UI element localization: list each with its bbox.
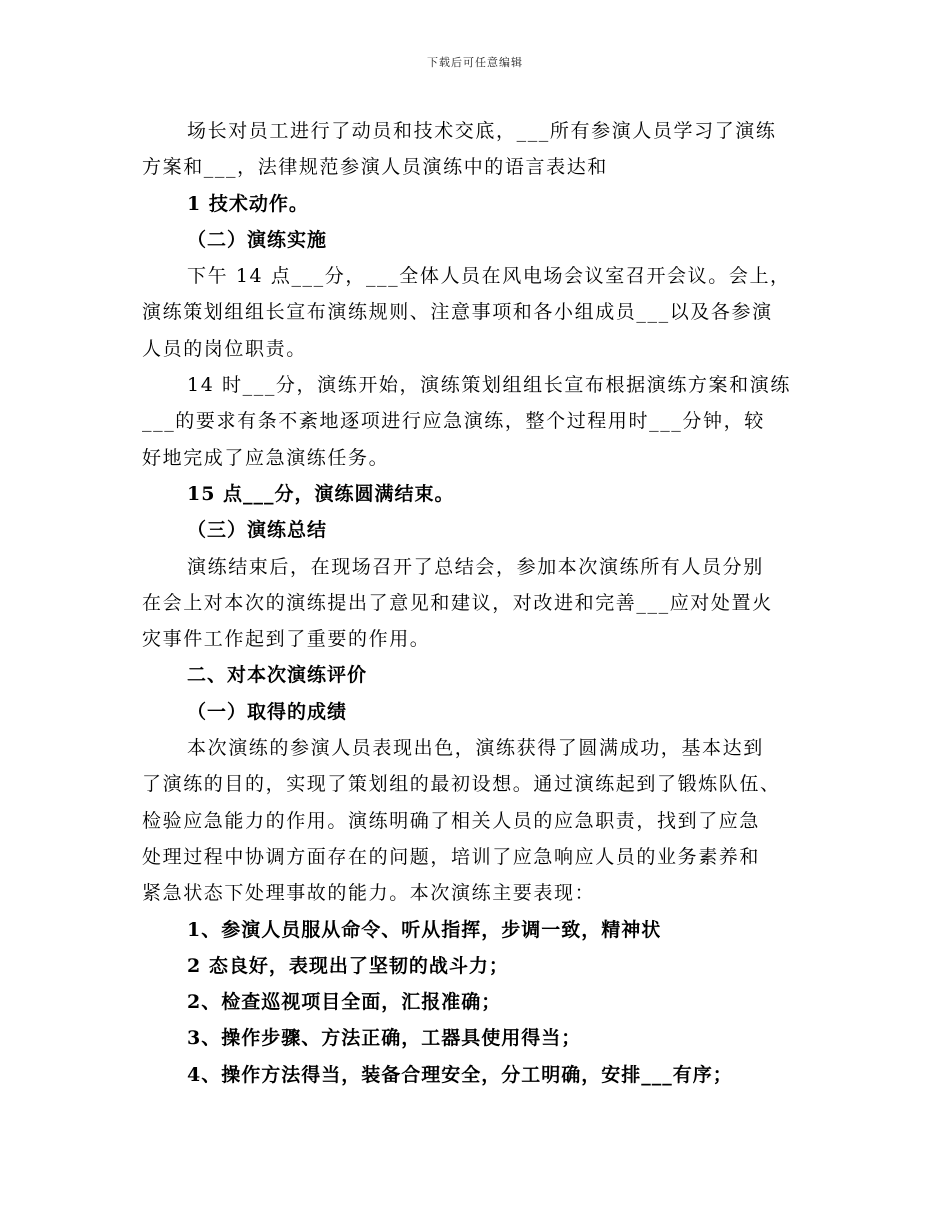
page-header: 下载后可任意编辑 — [427, 56, 523, 69]
list-item-2: 2、检查巡视项目全面，汇报准确； — [187, 991, 502, 1014]
list-item-1-continued: 2 态良好，表现出了坚韧的战斗力； — [187, 954, 509, 977]
section-heading-evaluation: 二、对本次演练评价 — [187, 664, 368, 687]
section-heading-implementation: （二）演练实施 — [187, 228, 328, 251]
paragraph-summary-meeting — [142, 549, 812, 658]
paragraph-line: 处理过程中协调方面存在的问题，培训了应急响应人员的业务素养和 — [142, 845, 761, 868]
paragraph-line: 本次演练的参演人员表现出色，演练获得了圆满成功，基本达到 — [187, 737, 764, 760]
paragraph-line: ___的要求有条不紊地逐项进行应急演练，整个过程用时___分钟，较 — [142, 410, 765, 433]
paragraph-line: 方案和___，法律规范参演人员演练中的语言表达和 — [142, 156, 608, 179]
list-item-4: 4、操作方法得当，装备合理安全，分工明确，安排___有序； — [187, 1063, 733, 1086]
paragraph-line: 在会上对本次的演练提出了意见和建议，对改进和完善___应对处置火 — [142, 591, 773, 614]
paragraph-achievements — [142, 730, 812, 911]
paragraph-briefing — [142, 113, 812, 186]
paragraph-line: 14 时___分，演练开始，演练策划组组长宣布根据演练方案和演练 — [187, 374, 791, 397]
paragraph-line: 下午 14 点___分，___全体人员在风电场会议室召开会议。会上， — [187, 265, 791, 288]
paragraph-line: 了演练的目的，实现了策划组的最初设想。通过演练起到了锻炼队伍、 — [142, 773, 781, 796]
document-body — [142, 113, 812, 1093]
list-item-3: 3、操作步骤、方法正确，工器具使用得当； — [187, 1027, 582, 1050]
paragraph-line: 演练结束后，在现场召开了总结会，参加本次演练所有人员分别 — [187, 555, 764, 578]
paragraph-line: 演练策划组组长宣布演练规则、注意事项和各小组成员___以及各参演 — [142, 301, 773, 324]
paragraph-line: 灾事件工作起到了重要的作用。 — [142, 628, 431, 651]
paragraph-drill-start — [142, 367, 812, 476]
section-heading-achievements: （一）取得的成绩 — [187, 700, 348, 723]
paragraph-technique: 1 技术动作。 — [187, 192, 309, 215]
list-item-1: 1、参演人员服从命令、听从指挥，步调一致，精神状 — [187, 918, 662, 941]
paragraph-line: 检验应急能力的作用。演练明确了相关人员的应急职责，找到了应急 — [142, 809, 761, 832]
paragraph-line: 人员的岗位职责。 — [142, 337, 307, 360]
paragraph-line: 紧急状态下处理事故的能力。本次演练主要表现： — [142, 882, 596, 905]
paragraph-line: 场长对员工进行了动员和技术交底，___所有参演人员学习了演练 — [187, 120, 777, 142]
paragraph-drill-end: 15 点___分，演练圆满结束。 — [187, 482, 455, 505]
section-heading-summary: （三）演练总结 — [187, 519, 328, 542]
paragraph-line: 好地完成了应急演练任务。 — [142, 446, 390, 469]
paragraph-meeting — [142, 258, 812, 367]
